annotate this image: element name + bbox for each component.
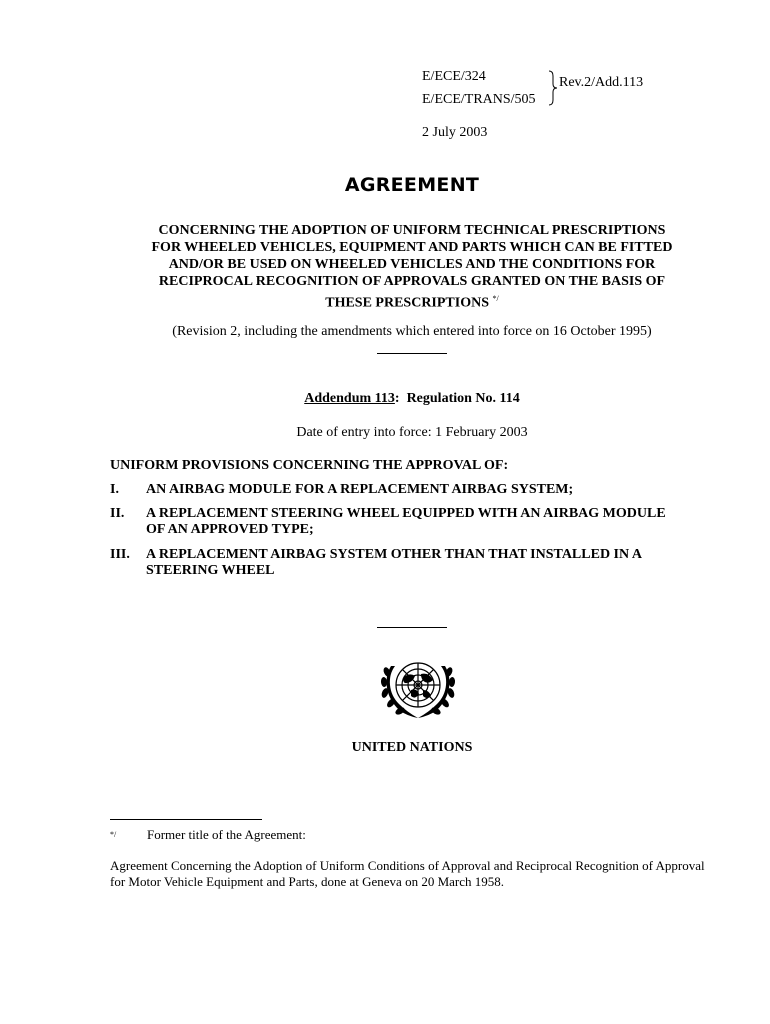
provision-number: II. xyxy=(110,506,125,521)
provision-item xyxy=(110,482,690,498)
concerning-line-2: FOR WHEELED VEHICLES, EQUIPMENT AND PARTS WHICH CAN BE FITTED xyxy=(151,240,673,255)
provision-text: A REPLACEMENT AIRBAG SYSTEM OTHER THAN THAT INSTALLED IN A STEERING WHEEL xyxy=(146,547,642,578)
provision-number: I. xyxy=(110,482,119,497)
addendum-heading xyxy=(0,391,770,407)
provision-item xyxy=(110,547,690,579)
revision-number: Rev.2/Add.113 xyxy=(559,75,644,90)
provision-text: A REPLACEMENT STEERING WHEEL EQUIPPED WITH AN AIRBAG MODULE OF AN APPROVED TYPE; xyxy=(146,506,666,537)
provision-number: III. xyxy=(110,547,130,562)
revision-note: (Revision 2, including the amendments which entered into force on 16 October 1995) xyxy=(172,324,652,339)
concerning-line-5-text: THESE PRESCRIPTIONS xyxy=(325,295,490,311)
regulation-number: Regulation No. 114 xyxy=(406,391,520,406)
entry-into-force: Date of entry into force: 1 February 2003 xyxy=(296,425,528,440)
brace-icon xyxy=(548,70,558,106)
divider xyxy=(377,627,447,628)
concerning-line-1: CONCERNING THE ADOPTION OF UNIFORM TECHNICAL PRESCRIPTIONS xyxy=(158,223,666,238)
footnote-reference[interactable]: */ xyxy=(492,294,499,303)
provision-item xyxy=(110,506,670,538)
footnote-label: Former title of the Agreement: xyxy=(147,827,306,842)
addendum-label: Addendum 113 xyxy=(304,391,395,406)
concerning-line-3: AND/OR BE USED ON WHEELED VEHICLES AND THE CONDITIONS FOR xyxy=(168,257,656,272)
page-title: AGREEMENT xyxy=(344,174,480,196)
concerning-line-5 xyxy=(108,290,716,312)
provision-text: AN AIRBAG MODULE FOR A REPLACEMENT AIRBAG SYSTEM; xyxy=(146,482,574,497)
addendum-separator: : xyxy=(394,391,400,406)
provisions-heading: UNIFORM PROVISIONS CONCERNING THE APPROVAL OF: xyxy=(110,458,509,473)
footnote-mark xyxy=(110,827,116,846)
footnote-text: Agreement Concerning the Adoption of Uniform Conditions of Approval and Reciprocal Recognition of Approval for Motor Vehicle Equipment and Parts, done at Geneva on 20 March 1958. xyxy=(110,858,705,889)
un-emblem-icon xyxy=(373,652,463,724)
footnote-mark-text: */ xyxy=(110,830,117,839)
divider xyxy=(377,353,447,354)
footnote-divider xyxy=(110,819,262,820)
document-symbol-1: E/ECE/324 xyxy=(422,69,486,84)
concerning-line-4: RECIPROCAL RECOGNITION OF APPROVALS GRANTED ON THE BASIS OF xyxy=(158,274,666,289)
document-symbol-2: E/ECE/TRANS/505 xyxy=(422,92,536,107)
concerning-block xyxy=(108,222,716,312)
document-date: 2 July 2003 xyxy=(422,125,488,140)
organization-name: UNITED NATIONS xyxy=(351,740,473,755)
